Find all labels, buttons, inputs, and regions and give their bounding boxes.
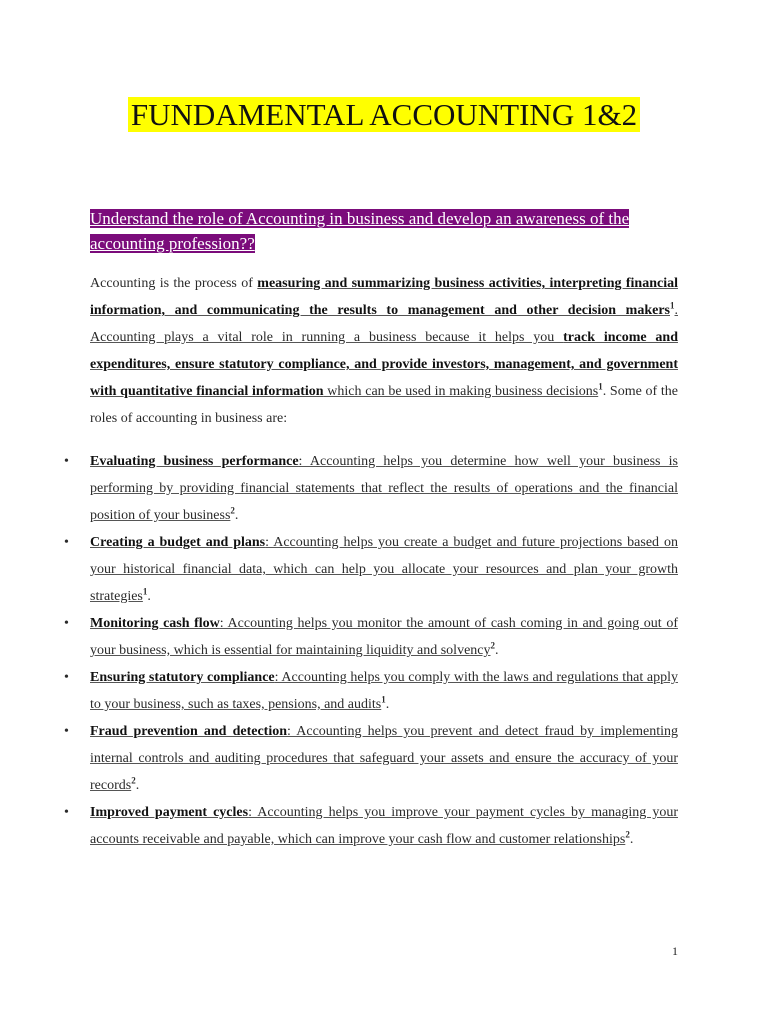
footnote-ref: 2 [490,640,495,651]
footnote-ref: 2 [625,829,630,840]
list-item-text: : Accounting helps you improve your payment cycles by managing your accounts receivable and payable, which can improve your cash flow and customer relationships [90,805,678,847]
footnote-ref: 1 [381,694,386,705]
list-item-end: . [629,832,634,847]
list-item-term: Creating a budget and plans [90,535,266,550]
document-title [0,92,768,137]
bullet-icon: • [64,670,69,685]
section-heading [90,206,680,256]
page-number: 1 [672,944,678,958]
footnote-ref: 2 [131,775,136,786]
footnote-ref: 1 [670,300,675,311]
list-item-term: Ensuring statutory compliance [90,670,275,685]
intro-text-4: . Some of the roles of accounting in business are: [90,384,679,426]
section-heading-text: Understand the role of Accounting in business and develop an awareness of the accounting profession?? [90,209,630,253]
footnote-ref: 1 [142,586,148,597]
list-item-end: . [385,697,390,712]
document-title-text: FUNDAMENTAL ACCOUNTING 1&2 [128,97,640,132]
list-item-term: Monitoring cash flow [90,616,220,631]
list-item-end: . [135,778,140,793]
intro-bold-2: track income and expenditures, ensure statutory compliance, and provide investors, management, and government with quantitative financial information [90,330,678,399]
roles-list [64,448,679,853]
list-item [64,718,678,799]
bullet-icon: • [64,616,69,631]
list-item [64,610,678,664]
list-item [64,448,679,529]
list-item-term: Fraud prevention and detection [90,724,287,739]
bullet-icon: • [64,805,69,820]
list-item [64,529,679,610]
list-item-term: Improved payment cycles [90,805,249,820]
list-item-end: . [147,589,151,604]
bullet-icon: • [64,535,69,550]
footnote-ref: 2 [230,505,235,516]
list-item-text: : Accounting helps you create a budget and future projections based on your historical financial data, which can help you allocate your resources and plan your growth strategies [90,535,679,604]
list-item-text: : Accounting helps you determine how well your business is performing by providing financial statements that reflect the results of operations and the financial position of your business [90,454,679,523]
intro-text-3: which can be used in making business decisions [323,384,599,399]
bullet-icon: • [64,724,69,739]
list-item-text: : Accounting helps you monitor the amount of cash coming in and going out of your business, which is essential for maintaining liquidity and solvency [90,616,678,658]
list-item-end: . [234,508,239,523]
intro-paragraph [90,270,678,432]
intro-text-2: . Accounting plays a vital role in running a business because it helps you [90,303,678,345]
list-item-term: Evaluating business performance [90,454,299,469]
intro-text-1: Accounting is the process of [90,276,258,291]
list-item [64,664,679,718]
list-item [64,799,678,853]
list-item-end: . [495,643,499,658]
footnote-ref: 1 [598,381,603,392]
bullet-icon: • [64,454,69,469]
intro-bold-1: measuring and summarizing business activities, interpreting financial information, and communicating the results to management and other decision makers [90,276,678,318]
list-item-text: : Accounting helps you comply with the laws and regulations that apply to your business, such as taxes, pensions, and audits [90,670,679,712]
list-item-text: : Accounting helps you prevent and detect fraud by implementing internal controls and auditing procedures that safeguard your assets and ensure the accuracy of your records [90,724,678,793]
